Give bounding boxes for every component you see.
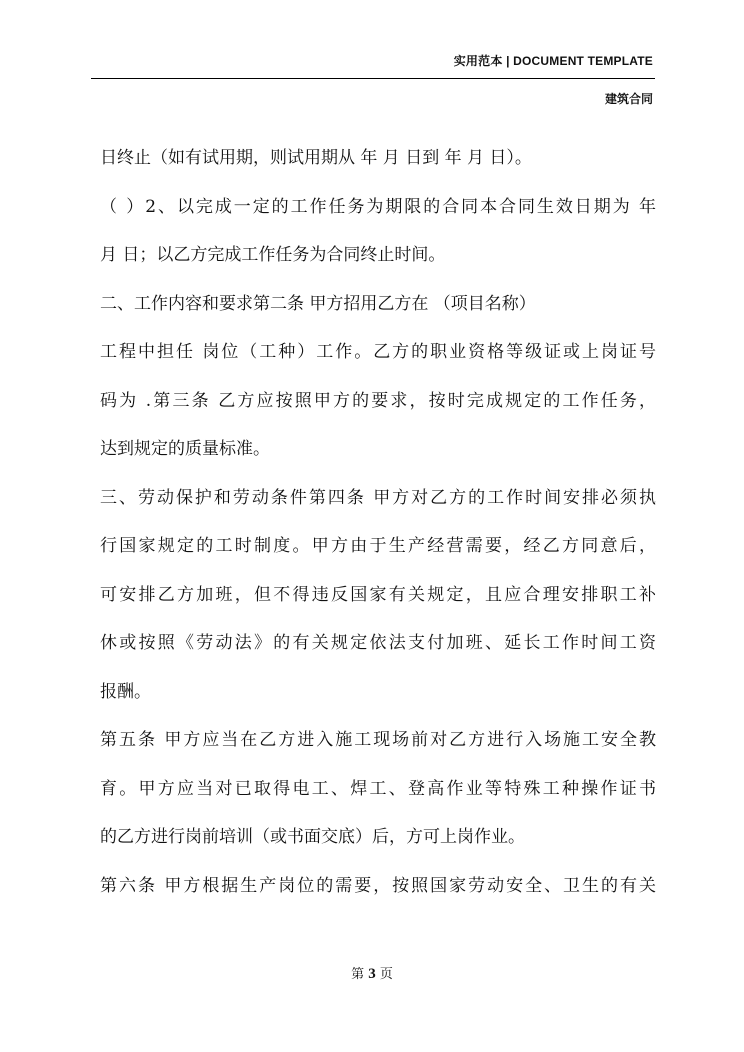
text-line: 码为 .第三条 乙方应按照甲方的要求，按时完成规定的工作任务，	[100, 390, 656, 411]
text-line: 可安排乙方加班，但不得违反国家有关规定，且应合理安排职工补	[100, 584, 656, 605]
contract-body	[100, 134, 656, 910]
page-number: 3	[368, 966, 376, 982]
text-line: 休或按照《劳动法》的有关规定依法支付加班、延长工作时间工资	[100, 633, 656, 653]
text-line: 工程中担任 岗位（工种）工作。乙方的职业资格等级证或上岗证号	[100, 342, 656, 362]
text-line: 三、劳动保护和劳动条件第四条 甲方对乙方的工作时间安排必须执	[100, 487, 656, 508]
document-category: 建筑合同	[604, 92, 653, 106]
text-line: 日终止（如有试用期，则试用期从 年 月 日到 年 月 日）。	[100, 148, 532, 168]
header-divider	[91, 78, 655, 79]
document-header-title: 实用范本 | DOCUMENT TEMPLATE	[453, 54, 653, 68]
text-line: 达到规定的质量标准。	[100, 439, 270, 459]
page-footer	[0, 963, 744, 983]
text-line: 第五条 甲方应当在乙方进入施工现场前对乙方进行入场施工安全教	[100, 730, 656, 750]
page-prefix: 第	[351, 967, 365, 982]
text-line: （ ）2、以完成一定的工作任务为期限的合同本合同生效日期为 年	[100, 196, 656, 217]
text-line: 的乙方进行岗前培训（或书面交底）后，方可上岗作业。	[100, 827, 525, 847]
text-line: 行国家规定的工时制度。甲方由于生产经营需要，经乙方同意后，	[100, 536, 656, 556]
text-line: 第六条 甲方根据生产岗位的需要，按照国家劳动安全、卫生的有关	[100, 875, 656, 896]
page-suffix: 页	[379, 967, 393, 982]
text-line: 二、工作内容和要求第二条 甲方招用乙方在 （项目名称）	[100, 293, 536, 314]
text-line: 月 日；以乙方完成工作任务为合同终止时间。	[100, 245, 446, 265]
text-line: 报酬。	[100, 681, 151, 702]
text-line: 育。甲方应当对已取得电工、焊工、登高作业等特殊工种操作证书	[100, 778, 656, 799]
